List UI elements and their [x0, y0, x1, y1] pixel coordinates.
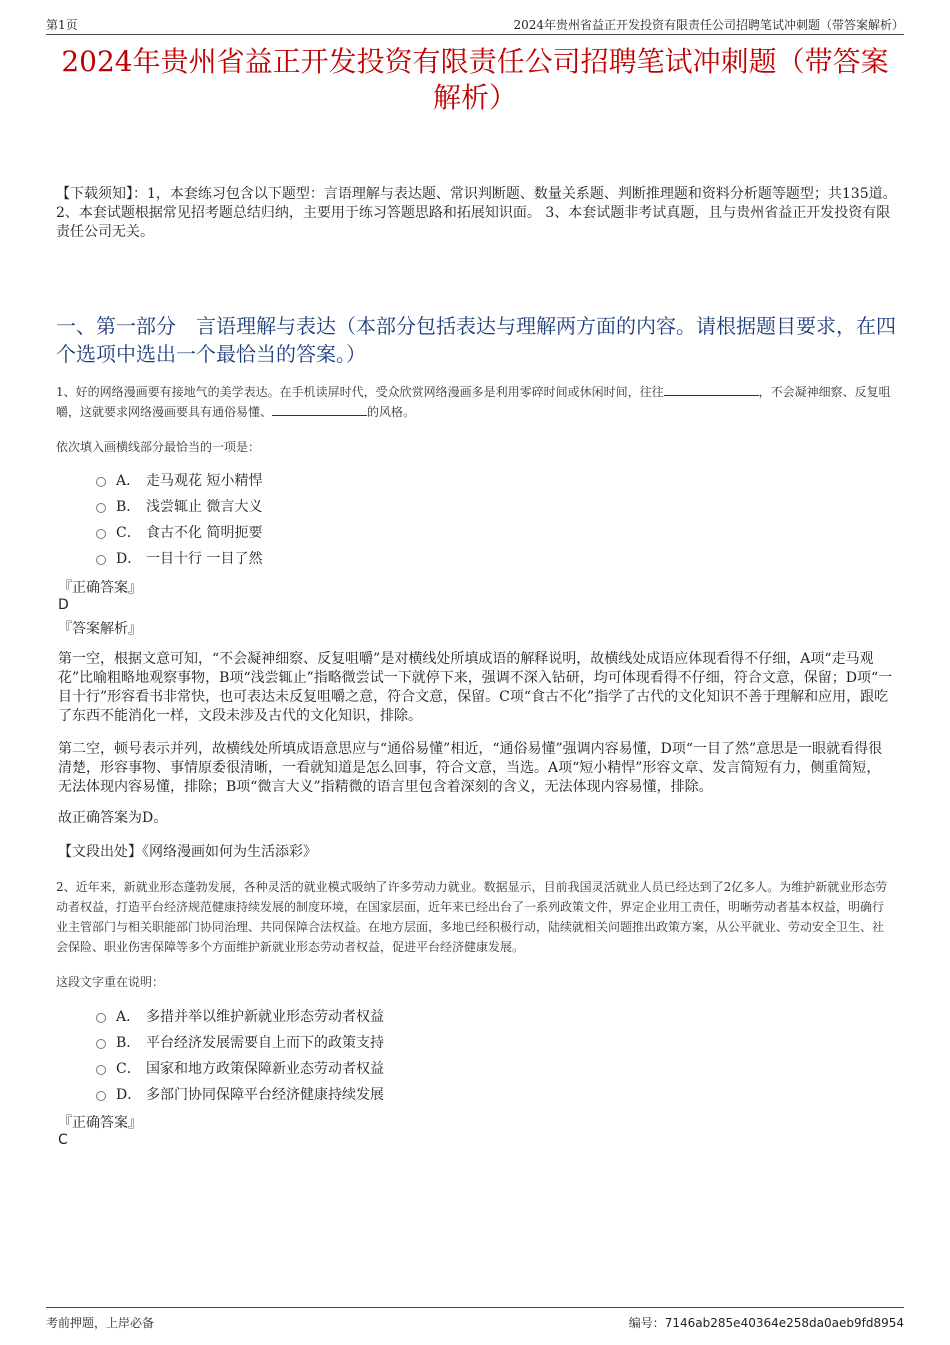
- fill-blank-2: [272, 403, 367, 416]
- option-c[interactable]: C． 食古不化 简明扼要: [96, 519, 262, 545]
- analysis-paragraph-2: 第二空，顿号表示并列，故横线处所填成语意思应与“通俗易懂”相近，“通俗易懂”强调内容易懂，D项“一目了然”意思是一眼就看得很清楚，形容事物、事情原委很清晰，一看就知道是怎么回事，符合文意，当选。A项“短小精悍”形容文章、发言简短有力，侧重简短，无法体现内容易懂，排除；B项“微言大义”指精微的语言里包含着深刻的含义，无法体现内容易懂，排除。: [58, 741, 883, 795]
- page-header: [46, 14, 904, 35]
- page-footer: [46, 1307, 904, 1330]
- answer-label: 『正确答案』: [58, 580, 142, 596]
- question-1-prompt: 依次填入画横线部分最恰当的一项是：: [56, 440, 261, 454]
- header-doc-title: 2024年贵州省益正开发投资有限责任公司招聘笔试冲刺题（带答案解析）: [513, 18, 904, 32]
- source-citation: 【文段出处】《网络漫画如何为生活添彩》: [58, 844, 317, 860]
- analysis-label: 『答案解析』: [58, 621, 142, 637]
- radio-icon[interactable]: [96, 555, 106, 565]
- option-c[interactable]: C． 国家和地方政策保障新业态劳动者权益: [96, 1055, 384, 1081]
- option-b[interactable]: B． 浅尝辄止 微言大义: [96, 493, 262, 519]
- question-2-options: [96, 1003, 384, 1107]
- document-code: 编号：7146ab285e40364e258da0aeb9fd8954: [628, 1316, 904, 1330]
- option-d[interactable]: D． 多部门协同保障平台经济健康持续发展: [96, 1081, 384, 1107]
- question-2-stem: 2、近年来，新就业形态蓬勃发展，各种灵活的就业模式吸纳了许多劳动力就业。数据显示，目前我国灵活就业人员已经达到了2亿多人。为维护新就业形态劳动者权益，打造平台经济规范健康持续发展的制度环境，在国家层面，近年来已经出台了一系列政策文件，界定企业用工责任，明晰劳动者基本权益，明确行业主管部门与相关职能部门协同治理、共同保障合法权益。在地方层面，多地已经积极行动，陆续就相关问题推出政策方案，从公平就业、劳动安全卫生、社会保险、职业伤害保障等多个方面维护新就业形态劳动者权益，促进平台经济健康发展。: [56, 880, 888, 954]
- radio-icon[interactable]: [96, 1091, 106, 1101]
- download-notice: 【下载须知】：1，本套练习包含以下题型：言语理解与表达题、常识判断题、数量关系题、判断推理题和资料分析题等题型；共135道。 2、本套试题根据常见招考题总结归纳，主要用于练习答题思路和拓展知识面。 3、本套试题非考试真题，且与贵州省益正开发投资有限责任公司无关。: [56, 186, 897, 240]
- option-d[interactable]: D． 一目十行 一目了然: [96, 545, 262, 571]
- radio-icon[interactable]: [96, 477, 106, 487]
- question-1-options: [96, 467, 262, 571]
- document-title: 2024年贵州省益正开发投资有限责任公司招聘笔试冲刺题（带答案解析）: [61, 45, 889, 114]
- radio-icon[interactable]: [96, 1013, 106, 1023]
- answer-value: C: [58, 1132, 68, 1148]
- answer-label: 『正确答案』: [58, 1115, 142, 1131]
- radio-icon[interactable]: [96, 529, 106, 539]
- radio-icon[interactable]: [96, 1039, 106, 1049]
- question-1-stem: 1、好的网络漫画要有接地气的美学表达。在手机读屏时代，受众欣赏网络漫画多是利用零碎时间或休闲时间，往往 ，不会凝神细察、反复咀嚼，这就要求网络漫画要具有通俗易懂、 的风格。: [56, 385, 891, 419]
- section-title: 一、第一部分 言语理解与表达（本部分包括表达与理解两方面的内容。请根据题目要求，在四个选项中选出一个最恰当的答案。）: [56, 314, 896, 366]
- footer-slogan: 考前押题，上岸必备: [46, 1316, 155, 1330]
- fill-blank-1: [664, 383, 759, 396]
- analysis-conclusion: 故正确答案为D。: [58, 810, 168, 826]
- option-a[interactable]: A． 多措并举以维护新就业形态劳动者权益: [96, 1003, 384, 1029]
- question-2-prompt: 这段文字重在说明：: [56, 975, 165, 989]
- option-b[interactable]: B． 平台经济发展需要自上而下的政策支持: [96, 1029, 384, 1055]
- option-a[interactable]: A． 走马观花 短小精悍: [96, 467, 262, 493]
- answer-value: D: [58, 597, 69, 613]
- radio-icon[interactable]: [96, 1065, 106, 1075]
- page-number: 第1页: [46, 18, 78, 32]
- radio-icon[interactable]: [96, 503, 106, 513]
- analysis-paragraph-1: 第一空，根据文意可知，“不会凝神细察、反复咀嚼”是对横线处所填成语的解释说明，故横线处成语应体现看得不仔细，A项“走马观花”比喻粗略地观察事物，B项“浅尝辄止”指略微尝试一下就停下来，强调不深入钻研，均可体现看得不仔细，符合文意，保留；D项“一目十行”形容看书非常快，也可表达未反复咀嚼之意，符合文意，保留。C项“食古不化”指学了古代的文化知识不善于理解和应用，跟吃了东西不能消化一样，文段未涉及古代的文化知识，排除。: [58, 651, 893, 724]
